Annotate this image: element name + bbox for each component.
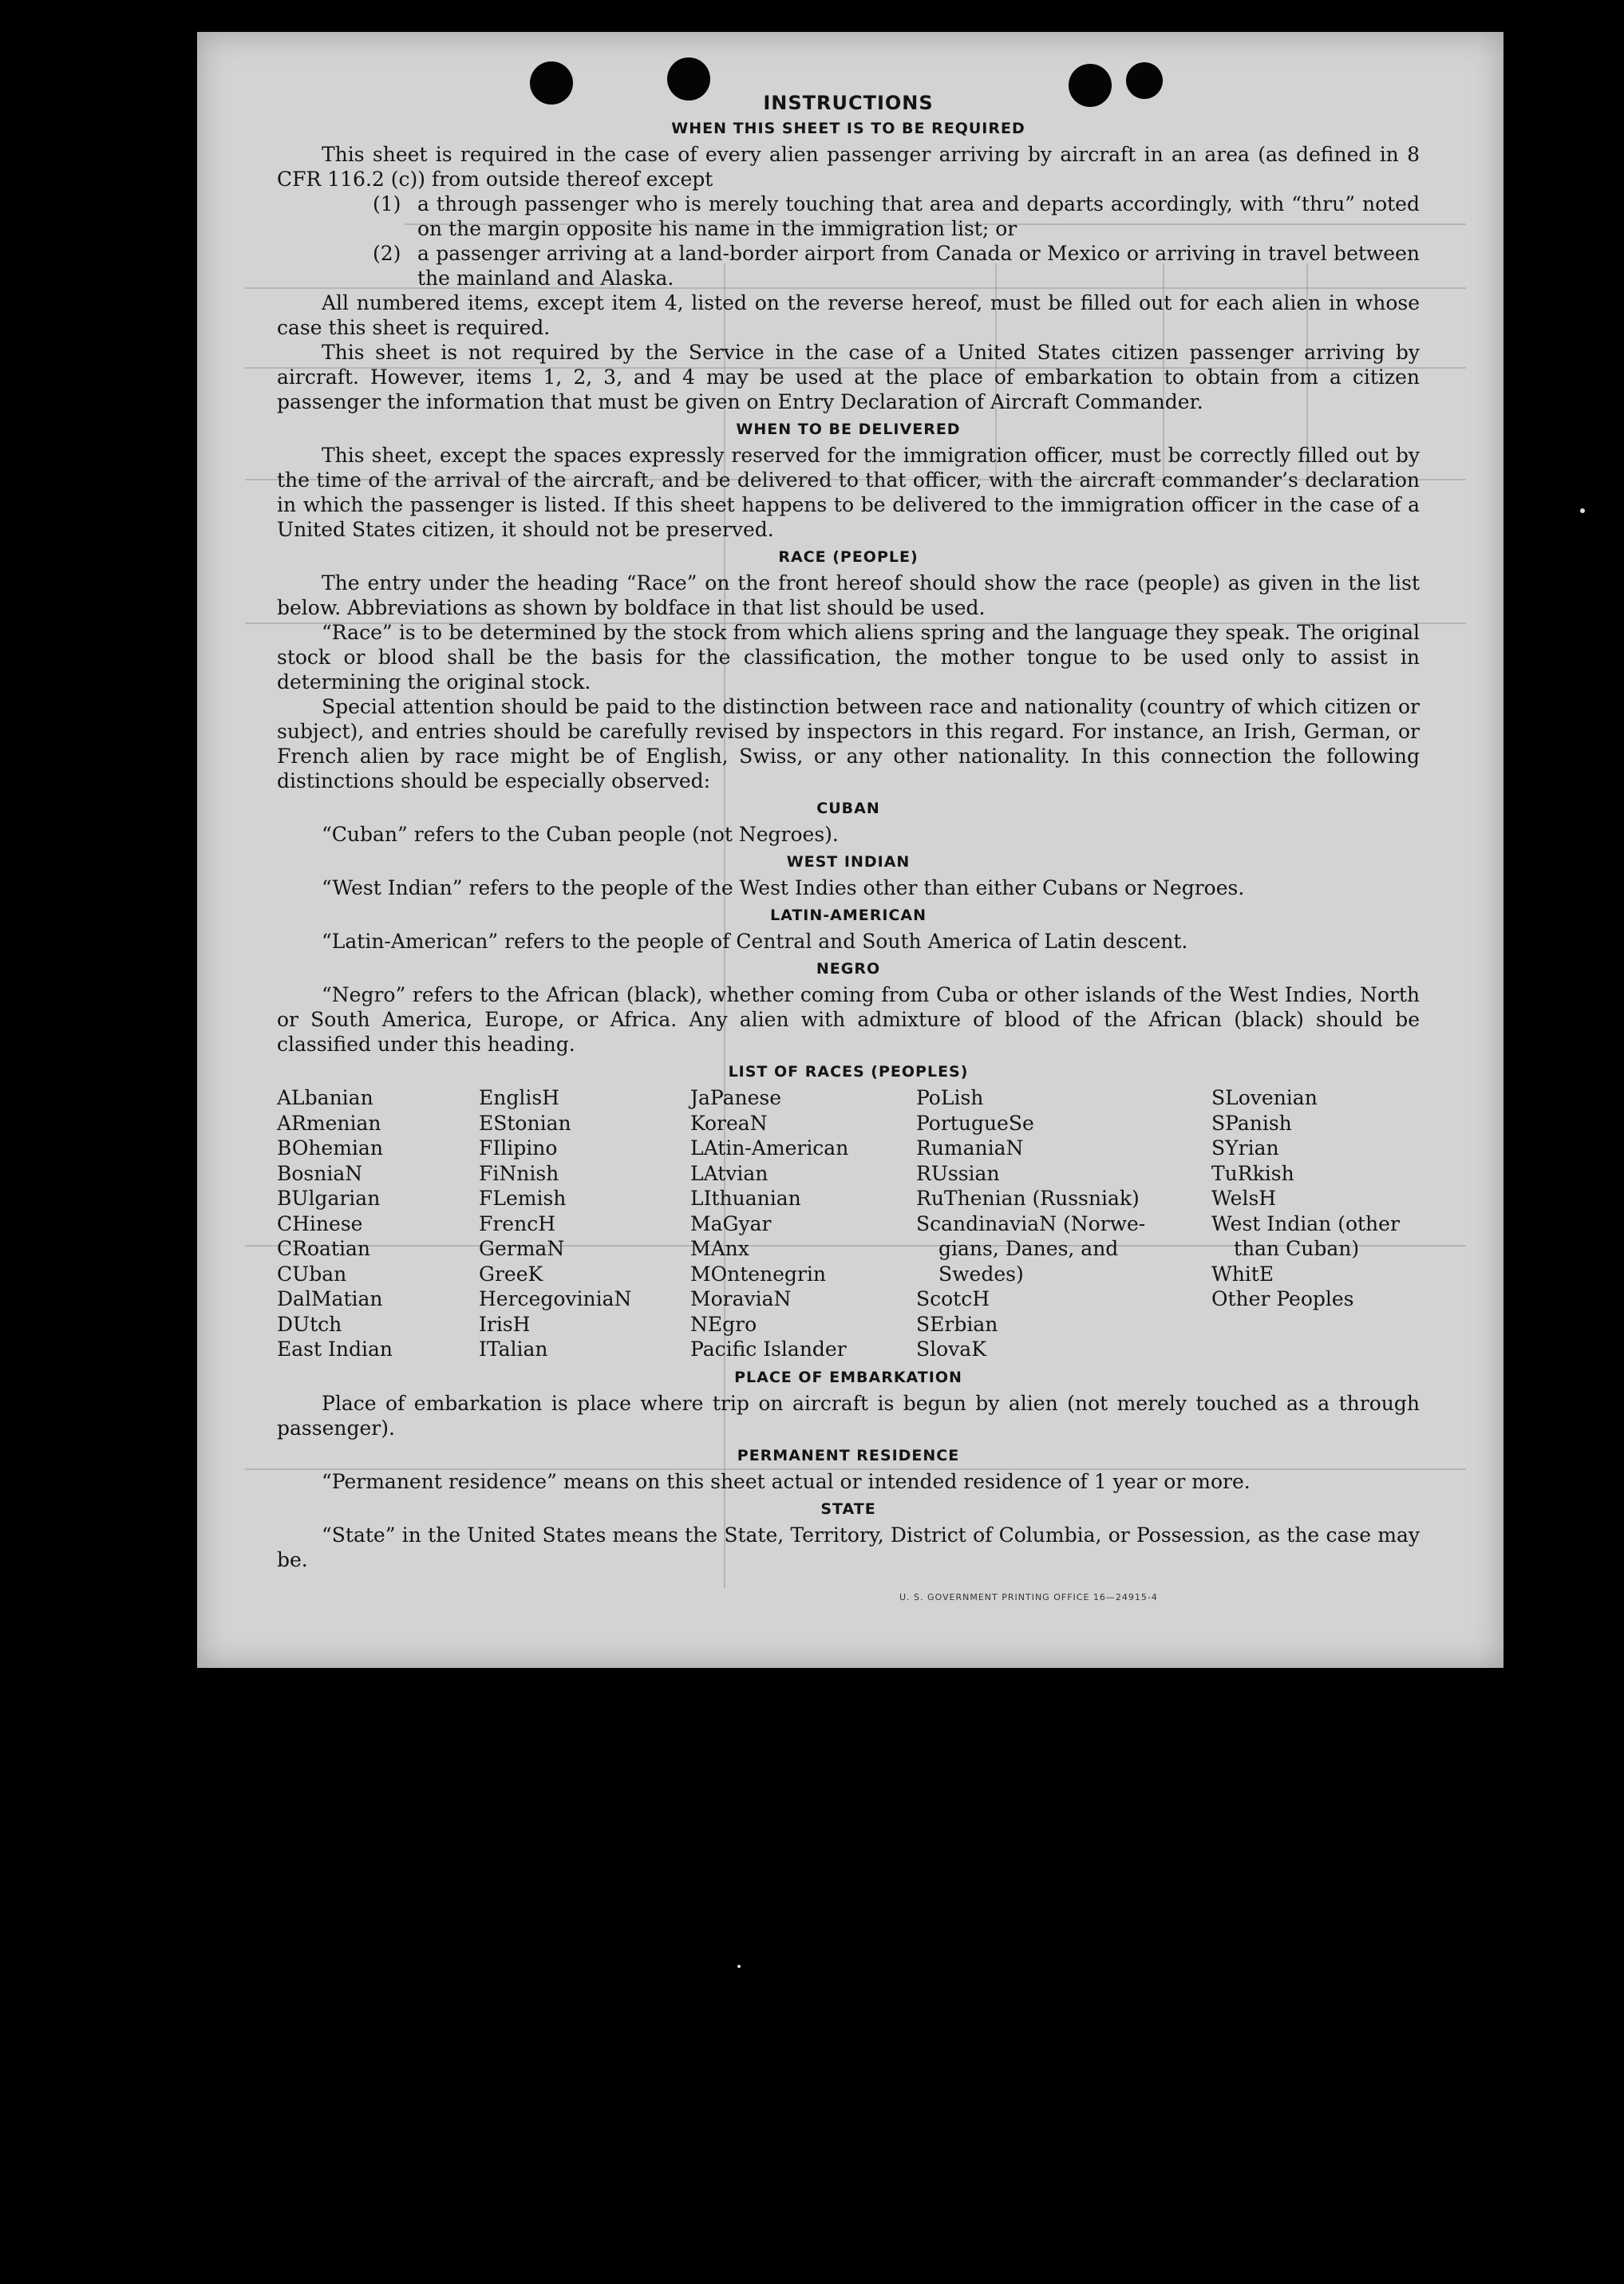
race-entry: LIthuanian xyxy=(690,1187,801,1210)
race-entry: JaPanese xyxy=(690,1086,782,1109)
section-heading-delivered: WHEN TO BE DELIVERED xyxy=(736,421,961,438)
scan-speck xyxy=(737,1965,741,1968)
race-entry: LAtvian xyxy=(690,1161,769,1185)
race-entry: FiNnish xyxy=(479,1161,559,1185)
paragraph: “Race” is to be determined by the stock from which aliens spring and the language they speak. The original stock or blood shall be the basis for the classification, the mother tongue to be used only to assist in determining the original stock. xyxy=(277,621,1420,693)
paragraph: “Permanent residence” means on this sheet actual or intended residence of 1 year or more. xyxy=(322,1469,1251,1493)
race-entry: MOntenegrin xyxy=(690,1262,826,1286)
race-entry: SlovaK xyxy=(916,1338,986,1361)
race-entry: Swedes) xyxy=(938,1262,1024,1286)
race-entry: FrencH xyxy=(479,1211,555,1235)
section-heading-negro: NEGRO xyxy=(816,960,881,978)
race-entry: Pacific Islander xyxy=(690,1338,847,1361)
race-entry: ScandinaviaN (Norwe- xyxy=(916,1211,1146,1235)
race-entry: MoraviaN xyxy=(690,1287,792,1310)
exception-item xyxy=(373,192,1420,241)
paragraph: This sheet is required in the case of every alien passenger arriving by aircraft in an area (as defined in 8 CFR 116.2 (c)) from outside thereof except xyxy=(277,143,1420,191)
race-entry: GreeK xyxy=(479,1262,543,1286)
printing-office-footer: U. S. GOVERNMENT PRINTING OFFICE 16—24915-4 xyxy=(899,1592,1158,1602)
races-column xyxy=(479,1085,690,1362)
race-entry: WhitE xyxy=(1211,1262,1274,1286)
section-heading-west-indian: WEST INDIAN xyxy=(786,853,911,871)
race-entry: CHinese xyxy=(277,1211,363,1235)
section-heading-residence: PERMANENT RESIDENCE xyxy=(737,1446,960,1464)
race-entry: SErbian xyxy=(916,1312,998,1336)
paragraph: Special attention should be paid to the distinction between race and nationality (country of which citizen or subject), and entries should be carefully revised by inspectors in this regard. For instance, an Irish, German, or French alien by race might be of English, Swiss, or any other nationality. In this connection the following distinctions should be especially observed: xyxy=(277,695,1420,792)
race-entry: NEgro xyxy=(690,1312,757,1336)
races-list xyxy=(277,1085,1420,1362)
paragraph: Place of embarkation is place where trip on aircraft is begun by alien (not merely touched as a through passenger). xyxy=(277,1391,1420,1440)
race-entry: CRoatian xyxy=(277,1237,370,1260)
race-entry: HercegoviniaN xyxy=(479,1287,632,1310)
race-entry: PoLish xyxy=(916,1086,984,1109)
scan-speck xyxy=(1580,508,1585,513)
race-entry: MAnx xyxy=(690,1237,749,1260)
race-entry: EnglisH xyxy=(479,1086,559,1109)
exception-text: a passenger arriving at a land-border airport from Canada or Mexico or arriving in travel between the mainland and Alaska. xyxy=(417,242,1420,290)
race-entry: GermaN xyxy=(479,1237,565,1260)
paragraph: “Cuban” refers to the Cuban people (not Negroes). xyxy=(322,823,839,846)
section-heading-state: STATE xyxy=(820,1500,876,1518)
race-entry: IrisH xyxy=(479,1312,531,1336)
exception-item xyxy=(373,241,1420,290)
races-column xyxy=(277,1085,479,1362)
exception-number: (2) xyxy=(373,242,401,265)
race-entry: ITalian xyxy=(479,1338,548,1361)
race-entry: RUssian xyxy=(916,1161,1000,1185)
paragraph: “Negro” refers to the African (black), whether coming from Cuba or other islands of the West Indies, North or South America, Europe, or Africa. Any alien with admixture of blood of the African (black) should be classified under this heading. xyxy=(277,983,1420,1056)
race-entry: FLemish xyxy=(479,1187,567,1210)
page-title: INSTRUCTIONS xyxy=(763,92,934,114)
race-entry: DalMatian xyxy=(277,1287,383,1310)
race-entry: BOhemian xyxy=(277,1136,383,1160)
race-entry: BosniaN xyxy=(277,1161,363,1185)
race-entry: TuRkish xyxy=(1211,1161,1294,1185)
race-entry: MaGyar xyxy=(690,1211,772,1235)
section-heading-required: WHEN THIS SHEET IS TO BE REQUIRED xyxy=(671,120,1025,137)
races-column xyxy=(690,1085,916,1362)
race-entry: PortugueSe xyxy=(916,1111,1034,1135)
race-entry: BUlgarian xyxy=(277,1187,381,1210)
paragraph: The entry under the heading “Race” on the front hereof should show the race (people) as given in the list below. Abbreviations as shown by boldface in that list should be used. xyxy=(277,571,1420,619)
race-entry: RumaniaN xyxy=(916,1136,1024,1160)
document-sheet xyxy=(197,32,1503,1668)
race-entry: West Indian (other xyxy=(1211,1211,1400,1235)
race-entry: East Indian xyxy=(277,1338,393,1361)
exception-text: a through passenger who is merely touching that area and departs accordingly, with “thru” noted on the margin opposite his name in the immigration list; or xyxy=(417,192,1420,240)
race-entry: SYrian xyxy=(1211,1136,1279,1160)
races-column xyxy=(1211,1085,1420,1362)
section-heading-races-list: LIST OF RACES (PEOPLES) xyxy=(728,1063,969,1081)
race-entry: RuThenian (Russniak) xyxy=(916,1187,1140,1210)
paragraph: “State” in the United States means the State, Territory, District of Columbia, or Possession, as the case may be. xyxy=(277,1523,1420,1571)
race-entry: CUban xyxy=(277,1262,347,1286)
paragraph: All numbered items, except item 4, listed on the reverse hereof, must be filled out for each alien in whose case this sheet is required. xyxy=(277,291,1420,339)
races-column xyxy=(916,1085,1211,1362)
instructions-content xyxy=(277,88,1420,1572)
race-entry: FIlipino xyxy=(479,1136,558,1160)
paragraph: “Latin-American” refers to the people of Central and South America of Latin descent. xyxy=(322,930,1188,953)
race-entry: WelsH xyxy=(1211,1187,1277,1210)
paragraph: This sheet is not required by the Service in the case of a United States citizen passenger arriving by aircraft. However, items 1, 2, 3, and 4 may be used at the place of embarkation to obtain from a citizen passenger the information that must be given on Entry Declaration of Aircraft Commander. xyxy=(277,341,1420,413)
section-heading-embarkation: PLACE OF EMBARKATION xyxy=(734,1368,962,1386)
race-entry: ScotcH xyxy=(916,1287,990,1310)
race-entry: gians, Danes, and xyxy=(938,1237,1119,1260)
paragraph: This sheet, except the spaces expressly reserved for the immigration officer, must be correctly filled out by the time of the arrival of the aircraft, and be delivered to that officer, with the aircraft commander’s declaration in which the passenger is listed. If this sheet happens to be delivered to the immigration officer in the case of a United States citizen, it should not be preserved. xyxy=(277,444,1420,541)
race-entry: LAtin-American xyxy=(690,1136,849,1160)
race-entry: SLovenian xyxy=(1211,1086,1318,1109)
exception-number: (1) xyxy=(373,192,401,215)
section-heading-latin-american: LATIN-AMERICAN xyxy=(770,907,927,924)
race-entry: ALbanian xyxy=(277,1086,373,1109)
race-entry: EStonian xyxy=(479,1111,571,1135)
race-entry: than Cuban) xyxy=(1234,1237,1360,1260)
race-entry: DUtch xyxy=(277,1312,342,1336)
paragraph: “West Indian” refers to the people of the West Indies other than either Cubans or Negroes. xyxy=(322,876,1245,899)
race-entry: Other Peoples xyxy=(1211,1287,1354,1310)
section-heading-race: RACE (PEOPLE) xyxy=(778,548,919,566)
race-entry: KoreaN xyxy=(690,1111,768,1135)
race-entry: SPanish xyxy=(1211,1111,1292,1135)
section-heading-cuban: CUBAN xyxy=(816,800,880,817)
race-entry: ARmenian xyxy=(277,1111,381,1135)
